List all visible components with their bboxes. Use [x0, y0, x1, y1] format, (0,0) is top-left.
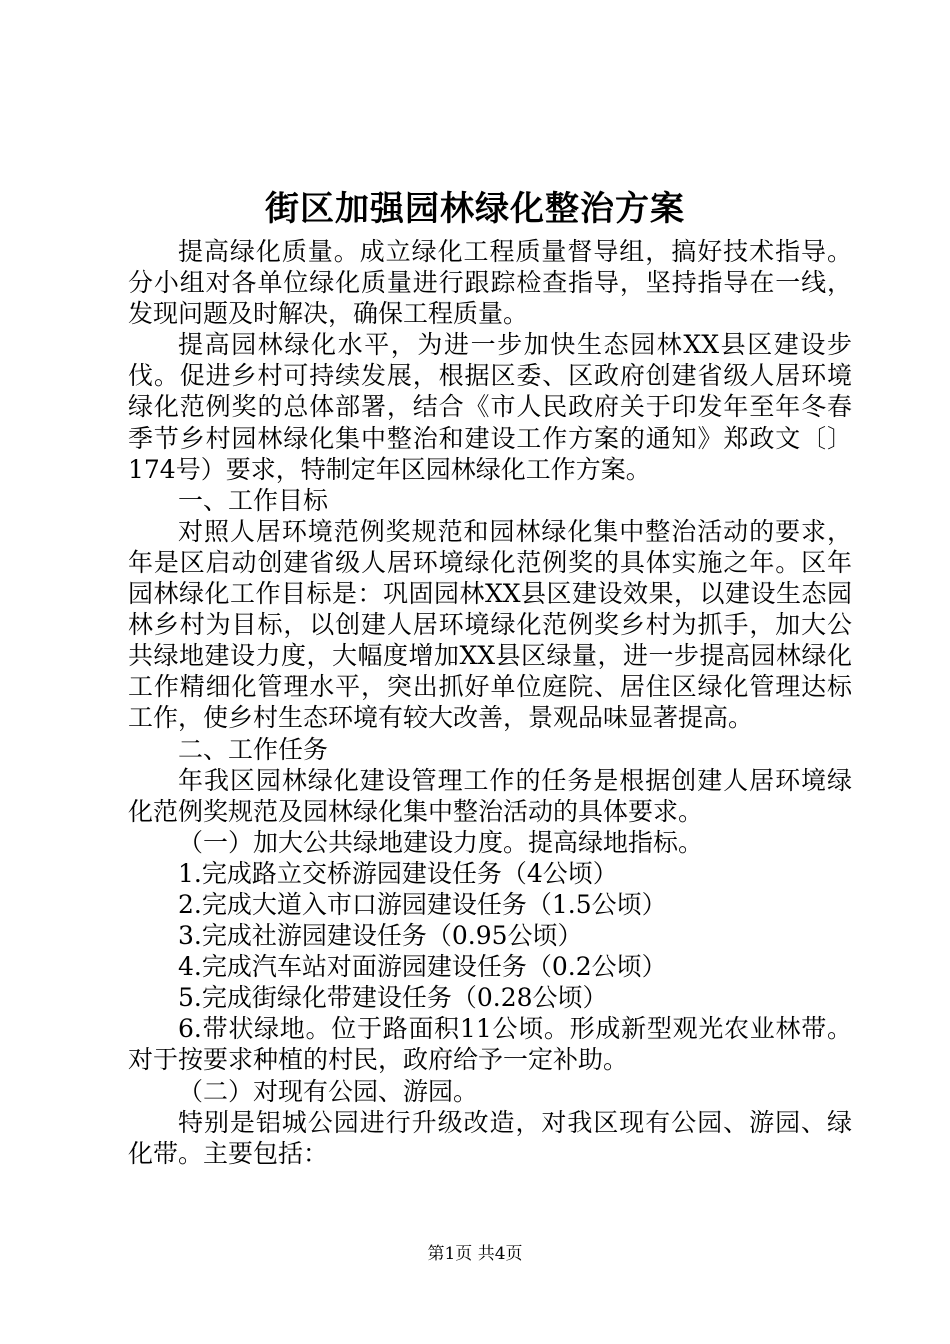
list-item: 4.完成汽车站对面游园建设任务（0.2公顷） — [178, 952, 667, 982]
list-item: 3.完成社游园建设任务（0.95公顷） — [178, 921, 583, 951]
section-heading: 二、工作任务 — [178, 734, 329, 764]
section-heading: 一、工作目标 — [178, 485, 329, 515]
document-title: 街区加强园林绿化整治方案 — [265, 189, 685, 229]
page-footer: 第1页 共4页 — [427, 1244, 523, 1264]
document-body — [128, 236, 852, 1169]
subsection-heading: （一）加大公共绿地建设力度。提高绿地指标。 — [178, 827, 704, 857]
paragraph: 提高园林绿化水平，为进一步加快生态园林XX县区建设步伐。促进乡村可持续发展，根据区委、区政府创建省级人居环境绿化范例奖的总体部署，结合《市人民政府关于印发年至年冬春季节乡村园林绿化集中整治和建设工作方案的通知》郑政文〔〕174号）要求，特制定年区园林绿化工作方案。 — [128, 330, 852, 484]
list-item: 6.带状绿地。位于路面积11公顷。形成新型观光农业林带。对于按要求种植的村民，政府给予一定补助。 — [128, 1014, 852, 1075]
list-item: 5.完成街绿化带建设任务（0.28公顷） — [178, 983, 608, 1013]
paragraph: 对照人居环境范例奖规范和园林绿化集中整治活动的要求，年是区启动创建省级人居环境绿化范例奖的具体实施之年。区年园林绿化工作目标是：巩固园林XX县区建设效果，以建设生态园林乡村为目标，以创建人居环境绿化范例奖乡村为抓手，加大公共绿地建设力度，大幅度增加XX县区绿量，进一步提高园林绿化工作精细化管理水平，突出抓好单位庭院、居住区绿化管理达标工作，使乡村生态环境有较大改善，景观品味显著提高。 — [128, 516, 852, 733]
paragraph: 年我区园林绿化建设管理工作的任务是根据创建人居环境绿化范例奖规范及园林绿化集中整治活动的具体要求。 — [128, 765, 852, 826]
paragraph: 特别是铝城公园进行升级改造，对我区现有公园、游园、绿化带。主要包括： — [128, 1107, 852, 1168]
list-item: 1.完成路立交桥游园建设任务（4公顷） — [178, 858, 618, 888]
subsection-heading: （二）对现有公园、游园。 — [178, 1076, 479, 1106]
list-item: 2.完成大道入市口游园建设任务（1.5公顷） — [178, 889, 667, 919]
paragraph: 提高绿化质量。成立绿化工程质量督导组，搞好技术指导。分小组对各单位绿化质量进行跟踪检查指导，坚持指导在一线，发现问题及时解决，确保工程质量。 — [128, 237, 852, 329]
